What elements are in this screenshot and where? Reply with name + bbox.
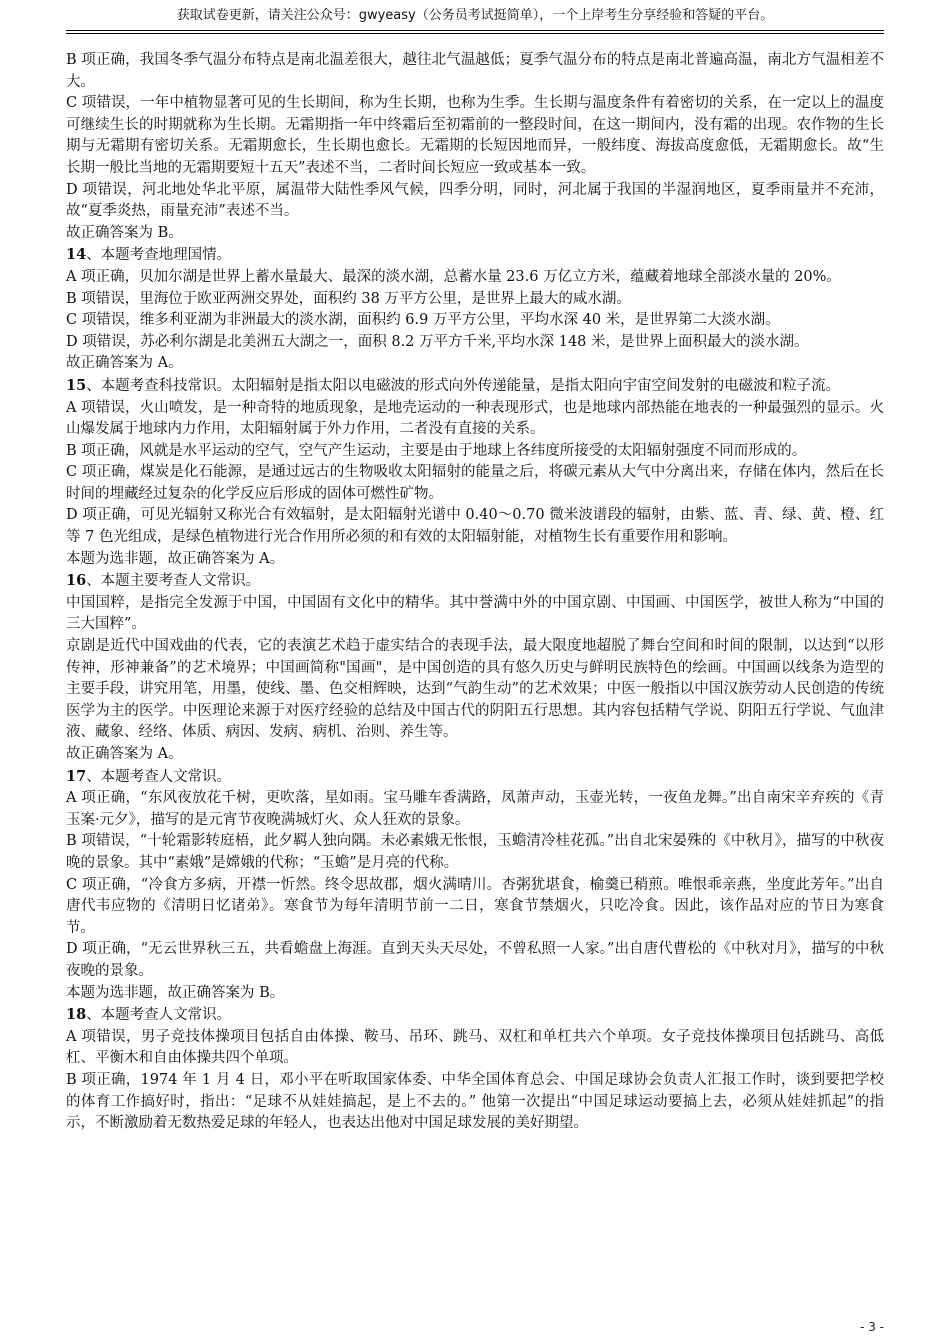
question-heading <box>66 766 884 789</box>
question-topic: 、本题考查地理国情。 <box>86 247 232 264</box>
explanation-paragraph: D 项正确，“无云世界秋三五，共看蟾盘上海涯。直到天头天尽处，不曾私照一人家。”出自唐代曹松的《中秋对月》，描写的中秋夜晚的景象。 <box>66 941 884 979</box>
explanation-paragraph: A 项错误，男子竞技体操项目包括自由体操、鞍马、吊环、跳马、双杠和单杠共六个单项。女子竞技体操项目包括跳马、高低杠、平衡木和自由体操共四个单项。 <box>66 1028 884 1067</box>
explanation-paragraph: B 项正确，1974 年 1 月 4 日，邓小平在听取国家体委、中华全国体育总会、中国足球协会负责人汇报工作时，谈到要把学校的体育工作搞好时，指出：“足球不从娃娃搞起，是上不去的。” 他第一次提出“中国足球运动要搞上去，必须从娃娃抓起”的指示，不断激励着无数热爱足球的年轻人，也表达出他对中国足球发展的美好期望。 <box>66 1071 884 1132</box>
explanation-paragraph: D 项正确，可见光辐射又称光合有效辐射，是太阳辐射光谱中 0.40～0.70 微米波谱段的辐射，由紫、蓝、青、绿、黄、橙、红等 7 色光组成，是绿色植物进行光合作用所必须的和有效的太阳辐射能，对植物生长有重要作用和影响。 <box>66 507 884 546</box>
explanation-paragraph: C 项正确，煤炭是化石能源，是通过远古的生物吸收太阳辐射的能量之后，将碳元素从大气中分离出来，存储在体内，然后在长时间的埋藏经过复杂的化学反应后形成的固体可燃性矿物。 <box>66 464 884 502</box>
question-heading <box>66 1004 884 1027</box>
explanation-paragraph: B 项错误，里海位于欧亚两洲交界处，面积约 38 万平方公里，是世界上最大的咸水湖。 <box>66 290 631 307</box>
question-heading <box>66 375 884 398</box>
explanation-paragraph: B 项错误，“十轮霜影转庭梧，此夕羁人独向隅。未必素娥无怅恨，玉蟾清冷桂花孤。”出自北宋晏殊的《中秋月》，描写的中秋夜晚的景象。其中“素娥”是嫦娥的代称；“玉蟾”是月亮的代称。 <box>66 833 884 871</box>
header-rule-bottom <box>66 33 884 34</box>
explanation-paragraph: A 项正确，“东风夜放花千树，更吹落，星如雨。宝马雕车香满路，凤萧声动，玉壶光转，一夜鱼龙舞。”出自南宋辛弃疾的《青玉案·元夕》，描写的是元宵节夜晚满城灯火、众人狂欢的景象。 <box>66 790 884 828</box>
question-topic: 、本题主要考查人文常识。 <box>86 573 261 590</box>
explanation-paragraph: D 项错误，苏必利尔湖是北美洲五大湖之一，面积 8.2 万平方千米,平均水深 148 米，是世界上面积最大的淡水湖。 <box>66 333 809 350</box>
explanation-paragraph: 本题为选非题，故正确答案为 A。 <box>66 550 285 567</box>
question-number: 15 <box>66 376 87 394</box>
page-header: 获取试卷更新，请关注公众号：gwyeasy（公务员考试挺简单），一个上岸考生分享经验和答疑的平台。 <box>176 8 774 23</box>
page-number: - 3 - <box>860 1320 884 1334</box>
answer-explanations <box>66 50 884 1135</box>
header-rule-top <box>66 30 884 31</box>
explanation-paragraph: 故正确答案为 A。 <box>66 355 183 372</box>
explanation-paragraph: 京剧是近代中国戏曲的代表，它的表演艺术趋于虚实结合的表现手法，最大限度地超脱了舞台空间和时间的限制，以达到“以形传神，形神兼备”的艺术境界；中国画简称"国画"，是中国创造的具有悠久历史与鲜明民族特色的绘画。中国画以线条为造型的主要手段，讲究用笔，用墨，使线、墨、色交相辉映，达到“气韵生动”的艺术效果；中医一般指以中国汉族劳动人民创造的传统医学为主的医学。中医理论来源于对医疗经验的总结及中国古代的阴阳五行思想。其内容包括精气学说、阴阳五行学说、气血津液、藏象、经络、体质、病因、发病、病机、治则、养生等。 <box>66 638 884 741</box>
explanation-paragraph: A 项正确，贝加尔湖是世界上蓄水量最大、最深的淡水湖，总蓄水量 23.6 万亿立方米，蕴藏着地球全部淡水量的 20%。 <box>66 268 841 285</box>
explanation-paragraph: C 项正确，“冷食方多病，开襟一忻然。终令思故郡，烟火满晴川。杏粥犹堪食，榆羹已稍煎。唯恨乖亲燕，坐度此芳年。”出自唐代韦应物的《清明日忆诸弟》。寒食节为每年清明节前一二日，寒食节禁烟火，只吃冷食。因此，该作品对应的节日为寒食节。 <box>66 876 884 936</box>
explanation-paragraph: B 项正确，我国冬季气温分布特点是南北温差很大，越往北气温越低；夏季气温分布的特点是南北普遍高温，南北方气温相差不大。 <box>66 52 884 90</box>
explanation-paragraph: 中国国粹，是指完全发源于中国，中国固有文化中的精华。其中誉满中外的中国京剧、中国画、中国医学，被世人称为“中国的三大国粹”。 <box>66 594 884 633</box>
explanation-paragraph: 故正确答案为 B。 <box>66 224 183 241</box>
explanation-paragraph: B 项正确，风就是水平运动的空气，空气产生运动，主要是由于地球上各纬度所接受的太阳辐射强度不同而形成的。 <box>66 442 807 459</box>
question-heading <box>66 570 884 593</box>
question-topic: 、本题考查科技常识。太阳辐射是指太阳以电磁波的形式向外传递能量，是指太阳向宇宙空间发射的电磁波和粒子流。 <box>86 377 841 394</box>
question-number: 18 <box>66 1006 87 1024</box>
explanation-paragraph: 故正确答案为 A。 <box>66 746 183 762</box>
question-topic: 、本题考查人文常识。 <box>86 768 232 785</box>
explanation-paragraph: C 项错误，维多利亚湖为非洲最大的淡水湖，面积约 6.9 万平方公里，平均水深 40 米，是世界第二大淡水湖。 <box>66 312 780 329</box>
explanation-paragraph: 本题为选非题，故正确答案为 B。 <box>66 984 285 1001</box>
question-number: 16 <box>66 572 87 590</box>
explanation-paragraph: C 项错误，一年中植物显著可见的生长期间，称为生长期，也称为生季。生长期与温度条件有着密切的关系，在一定以上的温度可继续生长的时期就称为生长期。无霜期指一年中终霜后至初霜前的一整段时间，在这一期间内，没有霜的出现。农作物的生长期与无霜期有密切关系。无霜期愈长，生长期也愈长。无霜期的长短因地而异，一般纬度、海拔高度愈低，无霜期愈长。故“生长期一般比当地的无霜期要短十五天”表述不当，二者时间长短应一致或基本一致。 <box>66 95 884 176</box>
question-topic: 、本题考查人文常识。 <box>86 1007 232 1024</box>
explanation-paragraph: A 项错误，火山喷发，是一种奇特的地质现象，是地壳运动的一种表现形式，也是地球内部热能在地表的一种最强烈的显示。火山爆发属于地球内力作用，太阳辐射属于外力作用，二者没有直接的关系。 <box>66 399 884 438</box>
question-number: 14 <box>66 246 87 264</box>
explanation-paragraph: D 项错误，河北地处华北平原，属温带大陆性季风气候，四季分明，同时，河北属于我国的半湿润地区，夏季雨量并不充沛，故“夏季炎热，雨量充沛”表述不当。 <box>66 181 884 220</box>
question-number: 17 <box>66 767 87 785</box>
question-heading <box>66 244 884 267</box>
